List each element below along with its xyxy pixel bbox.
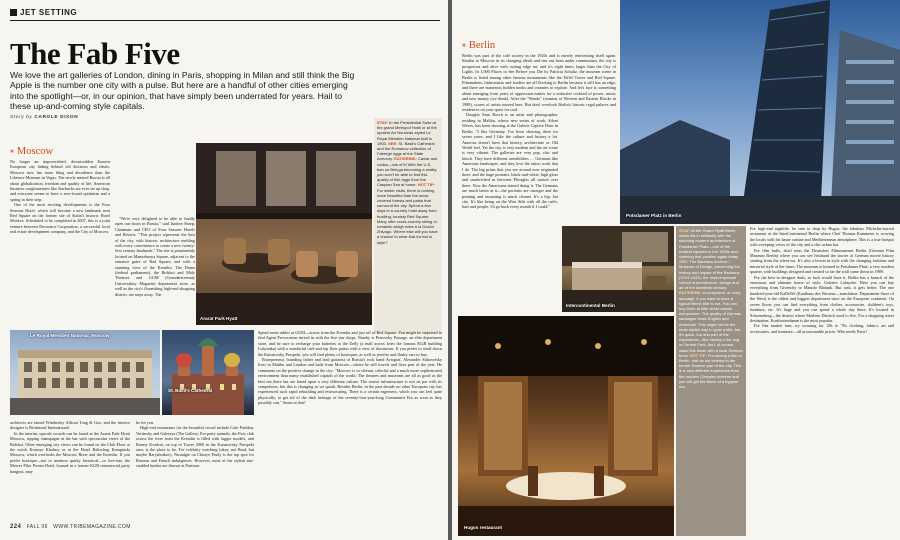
moscow-column-1 <box>10 146 110 235</box>
moscow-column-2 <box>115 216 195 297</box>
berlin-paragraph-2: Douglas Sean Bosch is an artist and photographer, residing in Malibu, whose new series of work, Silent Waves, has been showing at the Galerie Caprice Horn in Berlin. "I like Germany. I've been showing there for seven years, and I like the culture and history a lot. America doesn't have that history, architecture or Old World feel. Yet the city is very modern and the art scene is very vibrant. The galleries are very pop, chic and kitsch. They have different sensibilities … Germans like American landscapes, and they love the tattoo work that I do. The big prints that you see around now originated there, and the huge portraits, black-and-white, high gloss and sandwiched in between Plexiglas all started over there. Now the Americans started doing it. The Germans are much better at it—the portraits are stronger and the printing and mounting is much cleaner. It's a hip, hot city. It's like being on the West Side with all the cafés, bars and people. I'd go back every month if I could." <box>462 112 558 210</box>
chevron-right-icon: » <box>10 148 14 155</box>
deck: We love the art galleries of London, dining in Paris, shopping in Milan and still think the Big Apple is the number one city with a pulse. But here are a handful of other cities emerging into the spotlight—or, in our opinion, that have simply been underrated for years. Hail to these up-and-coming style capitals. <box>10 70 355 112</box>
see-label: SEE: <box>679 259 689 265</box>
section-square-icon <box>10 9 17 16</box>
berlin-heading-text: Berlin <box>468 40 496 51</box>
royal-meridien-caption: Le Royal Meridien National, Moscow <box>30 333 110 338</box>
byline-author: CAROLE DIXON <box>34 115 79 120</box>
page-number: 224 <box>10 524 22 530</box>
top-rule <box>10 20 440 21</box>
hot-tip-text: For seeing a film in Berlin, visit an old cinema in the former Eastern part of the city. This is a very different experience than the modern Cineplex screens and you will get the flavor of a bygone era. <box>679 352 742 390</box>
left-page <box>0 0 448 540</box>
hugos-caption: Hugos restaurant <box>464 525 503 530</box>
berlin-right-paragraph-1: For high-end nightlife, be sure to drop by Hugos, the fabulous Michelin-starred restaurant at the InterContinental Berlin where Chef Thomas Kammeier is wowing the locals with his haute cuisine and Mediterranean atmosphere. This is a true hotspot with sweeping views of the city and a chic urban bar. <box>750 226 894 248</box>
eat-label: EAT/DRINK: <box>679 290 702 296</box>
royal-meridien-photo <box>10 330 160 415</box>
moscow-column-4 <box>136 420 254 469</box>
hugos-photo <box>458 316 674 536</box>
hot-tip-label: HOT TIP: <box>689 352 707 358</box>
moscow-sidebar-text <box>377 120 439 245</box>
berlin-right-paragraph-3: For the best in designer duds, as luck would have it, Berlin has a branch of the enormous and ultimate house of style, Galeries Lafayette. Here you can buy everything from Givenchy to Manolo Blahnik. But wait, it gets better. The one hundred-year-old KaDeWe (Kaufhaus des Westens—translation: Department Store of the West) is the oldest and biggest department store on the European continent. On seven floors you can find everything from clothes, accessories, children's toys, furniture, etc. It's huge and you can spend a whole day there. It's located in Schoeneberg—the district where Marlene Dietrich used to live. For a shopping street destination, Kurfürstendamm is the most popular. <box>750 274 894 323</box>
see-text: The Bauhaus Archive / Museum of Design, preserving the history and impact of the Bauhaus (1919-1933), the most important school of architecture, design and art of the twentieth century. <box>679 259 740 291</box>
hugos-restaurant-illustration <box>458 316 674 536</box>
intercontinental-photo <box>562 226 674 312</box>
moscow-column-5 <box>258 330 442 406</box>
chevron-right-icon: » <box>462 42 466 49</box>
moscow-column-3 <box>10 420 130 474</box>
byline-prefix: Story by <box>10 115 33 120</box>
stay-label: STAY: <box>679 228 691 233</box>
berlin-column-1 <box>462 40 616 210</box>
right-page <box>452 0 900 540</box>
berlin-right-paragraph-2: For film buffs, don't miss the Deutsches Filmmuseum Berlin (German Film Museum Berlin) where you can see firsthand the stories of German movie history starting from the silent era. It's also a lesson in style with the changing fashions and mirrored style of the times. The museum is housed in Potsdamer Platz, a very modern quarter, with buildings designed and created so far the wall came down in 1989. <box>750 247 894 275</box>
headline: The Fab Five <box>10 36 180 71</box>
berlin-heading <box>462 40 616 51</box>
moscow-mid-paragraph-2: Entrepreneur, founding father and lead guitarist of Russia's rock band Avtograf, Alexander Sitkovetsky lives in Malibu and London and hails from Moscow—where he still travels and lives part of the year. He comments on the positive change in the city: "Moscow is so vibrant, colorful and a much more sophisticated environment than many established capitals of the world. The theatres and museums are all as good as the best out there but are based upon a very different culture. The tourist infrastructure is not on par with its competitors, but this is changing as we speak. Besides Berlin, in the past decade no other European city has experienced such rapid rebuilding and restructuring. There is a certain eagerness, which you can feel quite physically, to get rid of the dark heritage of the seventy-four-year-long Communist Era as soon as they possibly can." Amen to that! <box>258 357 442 406</box>
byline <box>10 115 78 120</box>
moscow-paragraph-5: In the interim, upscale crowds can be found at the Ararat Park Hyatt Moscow, sipping champagne at the bar with spectacular views of the Bolshoi. Other emerging city views can be found on the Club Floor at the swish Krasnye Kholmy or at the Hotel Baltschug Kempinski Moscow, which overlooks the Moscow River and the Kremlin. If you prefer boutique—not to mention quirky historical—to five-star, the Mercer Pilot Pronta Hotel, housed in a former KGB commercial party hangout, may <box>10 430 130 474</box>
eat-text: A currywurst, or curry sausage, if you want to have a typical Berlin bite to eat. You can buy them at little street stands everywhere. The quality of German sausages rivals English and American. This might not be the most stylish way to grab a bite, but it's quick, fun and part of the experience—like having a hot dog in Central Park. And, of course, wash this down with a local German brew. <box>679 290 743 358</box>
stay-text: At the Grand Hyatt Berlin, which fits in brilliantly with the stunning modern architecture of Potsdamer Platz—one of the busiest squares in the 1920s and claiming that position again today. <box>679 228 739 260</box>
intercontinental-room-illustration <box>562 226 674 312</box>
see-label: SEE: <box>388 140 398 146</box>
potsdamer-platz-photo <box>620 0 900 224</box>
royal-meridien-building-illustration <box>10 330 160 415</box>
section-label: JET SETTING <box>20 8 78 17</box>
berlin-sidebar-text <box>679 228 743 389</box>
berlin-column-2 <box>750 226 894 334</box>
berlin-sidebar <box>676 226 746 536</box>
st-basils-caption: St. Basil's Cathedral <box>168 388 213 393</box>
intercontinental-caption: Intercontinental Berlin <box>566 303 615 308</box>
folio-left <box>10 524 131 530</box>
moscow-paragraph-7: High-end restaurants for the beautiful crowd include Cafe Pushkin, Vertinsky and Galereya (The Gallery; For party animals, the First club across the river from the Kremlin is filled with lagger models, and Kremy Kvadrat, on top of Tower 2000 in the Kutuzovsky Prospekt area, is the place to be. For celebrity watching (okay, not Brad, but maybe Baryshnikov), Nostalgie on Chistye Prudy is the top spot for Russian and French indulgences. However, most of the stylish star-studded bashes are thrown at Parisian. <box>136 425 254 469</box>
see-text: St. Basil's Cathedral and the Romanov collection of Fabergé eggs at the State Armoury. <box>377 140 435 162</box>
potsdamer-skyline-illustration <box>620 0 900 224</box>
hot-tip-text: For winter visits, there is nothing more beautiful than the snow covered forests and parks that surround the city. Spend a few days in a country hotel away from bustling, touristy Red Square. Many offer cross-country skiing or romantic sleigh rides à la Doctor Zhivago. Where else will you have a chance to wear that fur hat in style? <box>377 187 438 245</box>
ararat-interior-illustration <box>196 143 372 325</box>
eat-label: EAT/DRINK: <box>394 156 417 162</box>
ararat-caption: Ararat Park Hyatt <box>200 316 238 321</box>
stay-text: In the Presidential Suite at the grand Metropol Hotel or at the opulent Art Nouveau-styled Le Royal Méridien National built in 1903. <box>377 120 437 146</box>
moscow-paragraph-1: No longer an impoverished, downtrodden Eastern European city hiding behind old dictators and ideals, Moscow now has more bling and decadence than the Liberace Museum in Vegas. The newly minted Russia is all about globalization, freedom and quality of life. American business conglomerates like Starbucks are ever set up shop, and everyone seems to have a new-found optimism and a spring in their step. <box>10 159 110 202</box>
stay-label: STAY: <box>377 120 389 125</box>
berlin-paragraph-1: Berlin was part of the café society in the 1920s and is merely reinventing itself again. Similar to Moscow in its changing ideals and rise out from under communism, the city is prosperous and alive with cutting edge art, and it's eight times larger than the City of Lights. In 1,000 Places to See Before you Die by Patricia Schultz, the museum scene in Berlin is listed among other famous monuments like the Eiffel Tower and Red Square. Filmmakers, fashionistas and foodies are all flocking to Berlin because it still has an edge, and there are numerous hidden nooks and crannies to explore. And let's face it, something about emerging from years of oppression makes for a seductive cocktail of power, music and new money (we think). After the "Wende" (reunion of Western and Eastern Blocks in 1989), scores of artists moved here. But don't overlook Berlin's historic regal palaces and residences on your quest for cool. <box>462 53 616 113</box>
eat-text: Caviar and vodka—lots of it! With the U.S. ban on Beluga becoming a reality, you won't be able to find this quality of fish eggs from the Caspian Sea at home. <box>377 156 438 188</box>
moscow-heading <box>10 146 110 157</box>
site-label: WWW.TRIBEMAGAZINE.COM <box>53 524 131 530</box>
moscow-paragraph-3: "We're very delighted to be able to finally open our doors in Russia," said Isadore Sharp, Chairman and CEO of Four Seasons Hotels and Resorts. "This project represents the best of the city, with historic architecture melding with every convenience to create a new twenty-first century landmark." The site is prominently located on Manezhnaya Square, adjacent to the entrance gates of Red Square, and with a stunning view of the Kremlin. The Duma (federal parliament), the Bolshoi and Maly Theatres and GUM (Gosudarstvenniy Universalniy Magazin) department store, as well as the city's flourishing high-end shopping district, are steps away. The <box>115 216 195 297</box>
ararat-photo <box>196 143 372 325</box>
moscow-paragraph-6: be for you. <box>136 420 155 425</box>
moscow-mid-paragraph-1: Spend some rubles at GUM—across from the Kremlin and just off of Red Square. You might be surprised to find Agent Provocateur mixed in with the five star shops. Nearby is Petrovsky Passage, an elite department store, and be sure to recharge your batteries at the Zelly (a mall across from the famous KGB building Lubyanka) with a wonderful café and top floor patios with a view of downtown. If you prefer to stroll down the Kutuzovsky Prospekt, you will find plenty of boutiques, as well as jewelry and flashy cars to buy. <box>258 330 442 357</box>
issue-label: FALL 06 <box>26 524 48 530</box>
st-basils-photo <box>162 330 254 415</box>
moscow-paragraph-2: One of the most exciting developments is the Four Seasons Hotel, which will become a new landmark near Red Square on the former site of Stalin's historic Hotel Moskva. Scheduled to be completed in 2007, this is a joint venture between Decorator Corporation, a successful local real estate development company, and the City of Moscow. <box>10 202 110 235</box>
moscow-paragraph-4: architects are famed Wimberley Allison Tong & Goo, and the interior designer is Richmond International. <box>10 420 130 431</box>
berlin-right-paragraph-4: For flea market fans, try scouring for '20s to '70s clothing, fabrics, art and accessories, and furniture—all at reasonable prices. Who needs Paris? <box>750 323 894 334</box>
section-tag <box>10 8 77 17</box>
potsdamer-caption: Potsdamer Platz in Berlin <box>626 213 682 218</box>
st-basils-domes-illustration <box>162 330 254 415</box>
hot-tip-label: HOT TIP: <box>417 182 435 188</box>
moscow-sidebar <box>374 118 442 334</box>
moscow-heading-text: Moscow <box>16 146 54 157</box>
